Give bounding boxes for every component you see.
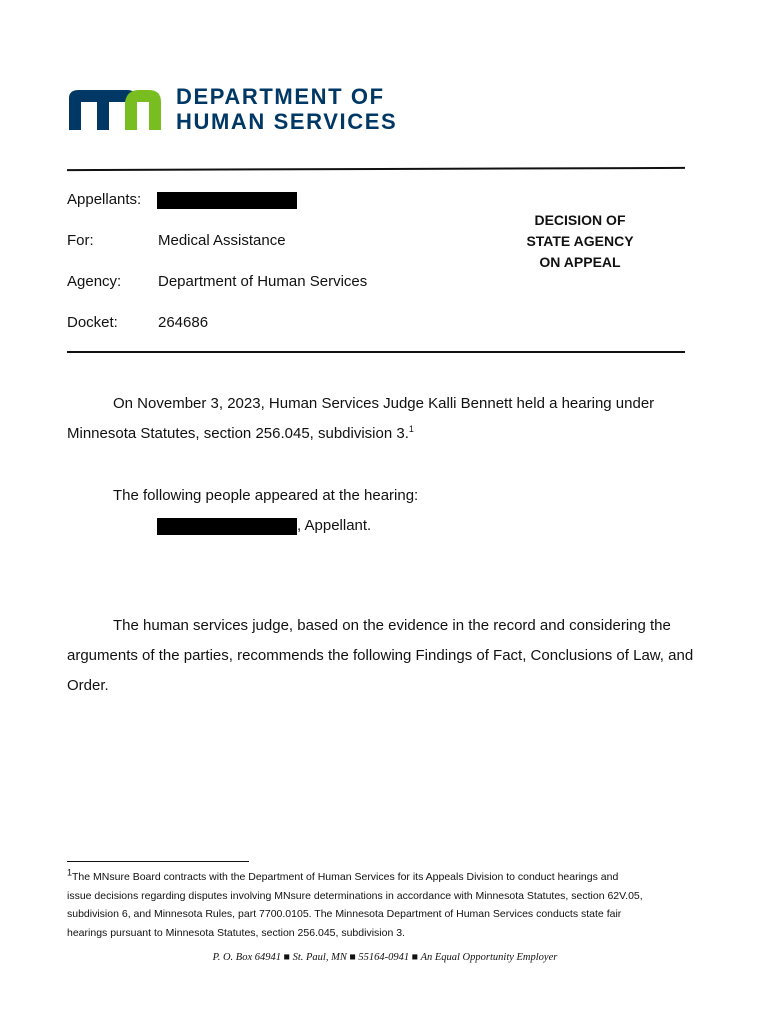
intro-paragraph	[67, 389, 707, 449]
intro-line-2-text: Minnesota Statutes, section 256.045, subdivision 3.	[67, 425, 409, 442]
footnote-line-4: hearings pursuant to Minnesota Statutes, section 256.045, subdivision 3.	[67, 926, 405, 939]
docket-label: Docket:	[67, 314, 118, 331]
logo-line-2: HUMAN SERVICES	[176, 109, 398, 134]
recommend-line-1: The human services judge, based on the evidence in the record and considering the	[113, 617, 671, 634]
appellant-suffix: , Appellant.	[297, 517, 372, 534]
footnote-line-1-text: The MNsure Board contracts with the Department of Human Services for its Appeals Division to conduct hearings and	[72, 871, 619, 883]
agency-value: Department of Human Services	[158, 273, 368, 290]
footnote-line-3: subdivision 6, and Minnesota Rules, part 7700.0105. The Minnesota Department of Human Services conducts state fair	[67, 908, 622, 920]
logo-n-shape	[125, 90, 161, 130]
for-label: For:	[67, 232, 94, 249]
appellant-name-redaction	[157, 192, 297, 209]
top-divider	[67, 167, 685, 171]
decision-title-line-2: STATE AGENCY	[526, 233, 634, 249]
appellant-redaction	[157, 518, 297, 535]
footnote-ref: 1	[408, 424, 414, 434]
header-bottom-divider	[67, 351, 685, 353]
recommend-line-3: Order.	[67, 677, 109, 694]
decision-title-line-1: DECISION OF	[534, 212, 626, 228]
recommend-line-2: arguments of the parties, recommends the following Findings of Fact, Conclusions of Law, and	[67, 647, 694, 664]
agency-label: Agency:	[67, 273, 122, 290]
footnote	[67, 868, 707, 942]
decision-title-line-3: ON APPEAL	[539, 254, 621, 270]
appellants-label: Appellants:	[67, 191, 142, 208]
logo-line-1: DEPARTMENT OF	[176, 84, 385, 109]
footnote-line-1	[67, 868, 707, 887]
footnote-divider	[67, 861, 249, 862]
page-footer: P. O. Box 64941 ■ St. Paul, MN ■ 55164-0941 ■ An Equal Opportunity Employer	[212, 952, 558, 963]
intro-line-2	[67, 419, 707, 449]
decision-title	[495, 210, 665, 273]
logo-wordmark	[176, 84, 397, 134]
for-value: Medical Assistance	[158, 232, 286, 249]
footnote-line-2: issue decisions regarding disputes involving MNsure determinations in accordance with Minnesota Statutes, section 62V.05,	[67, 889, 643, 902]
docket-value: 264686	[158, 314, 209, 331]
intro-line-1: On November 3, 2023, Human Services Judge Kalli Bennett held a hearing under	[113, 395, 655, 412]
appeared-line: The following people appeared at the hearing:	[113, 487, 419, 504]
footnote-number: 1	[67, 867, 73, 878]
recommend-paragraph	[67, 611, 727, 701]
